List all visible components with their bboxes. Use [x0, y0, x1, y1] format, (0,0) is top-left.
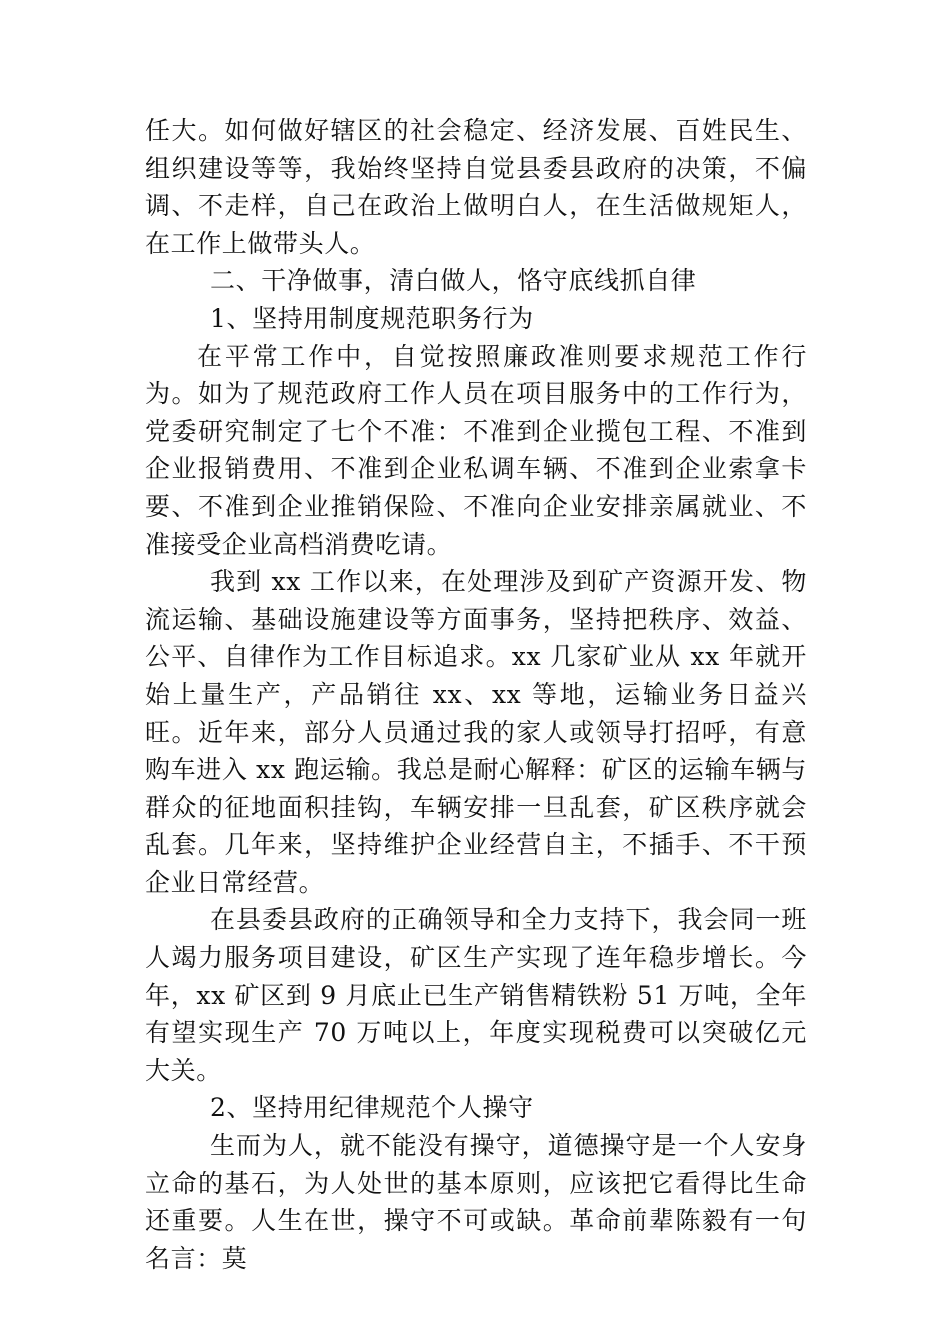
paragraph: 在平常工作中，自觉按照廉政准则要求规范工作行为。如为了规范政府工作人员在项目服务中的工作行为，党委研究制定了七个不准：不准到企业揽包工程、不准到企业报销费用、不准到企业私调车辆、不准到企业索拿卡要、不准到企业推销保险、不准向企业安排亲属就业、不准接受企业高档消费吃请。	[145, 341, 807, 559]
section-heading: 二、干净做事，清白做人，恪守底线抓自律	[210, 266, 697, 296]
paragraph-truncated: 生而为人，就不能没有操守，道德操守是一个人安身立命的基石，为人处世的基本原则，应该把它看得比生命还重要。人生在世，操守不可或缺。革命前辈陈毅有一句名言：莫	[145, 1131, 807, 1273]
document-body	[145, 112, 807, 1277]
subsection-heading: 1、坚持用制度规范职务行为	[210, 303, 534, 333]
paragraph: 我到 xx 工作以来，在处理涉及到矿产资源开发、物流运输、基础设施建设等方面事务，坚持把秩序、效益、公平、自律作为工作目标追求。xx 几家矿业从 xx 年就开始上量生产，产品销往 xx、xx 等地，运输业务日益兴旺。近年来，部分人员通过我的家人或领导打招呼，有意购车进入 xx 跑运输。我总是耐心解释：矿区的运输车辆与群众的征地面积挂钩，车辆安排一旦乱套，矿区秩序就会乱套。几年来，坚持维护企业经营自主，不插手、不干预企业日常经营。	[145, 567, 807, 897]
subsection-heading: 2、坚持用纪律规范个人操守	[210, 1093, 534, 1123]
paragraph-continued: 任大。如何做好辖区的社会稳定、经济发展、百姓民生、组织建设等等，我始终坚持自觉县委县政府的决策，不偏调、不走样，自己在政治上做明白人，在生活做规矩人，在工作上做带头人。	[145, 116, 807, 258]
paragraph: 在县委县政府的正确领导和全力支持下，我会同一班人竭力服务项目建设，矿区生产实现了连年稳步增长。今年，xx 矿区到 9 月底止已生产销售精铁粉 51 万吨，全年有望实现生产 70 万吨以上，年度实现税费可以突破亿元大关。	[145, 905, 807, 1085]
